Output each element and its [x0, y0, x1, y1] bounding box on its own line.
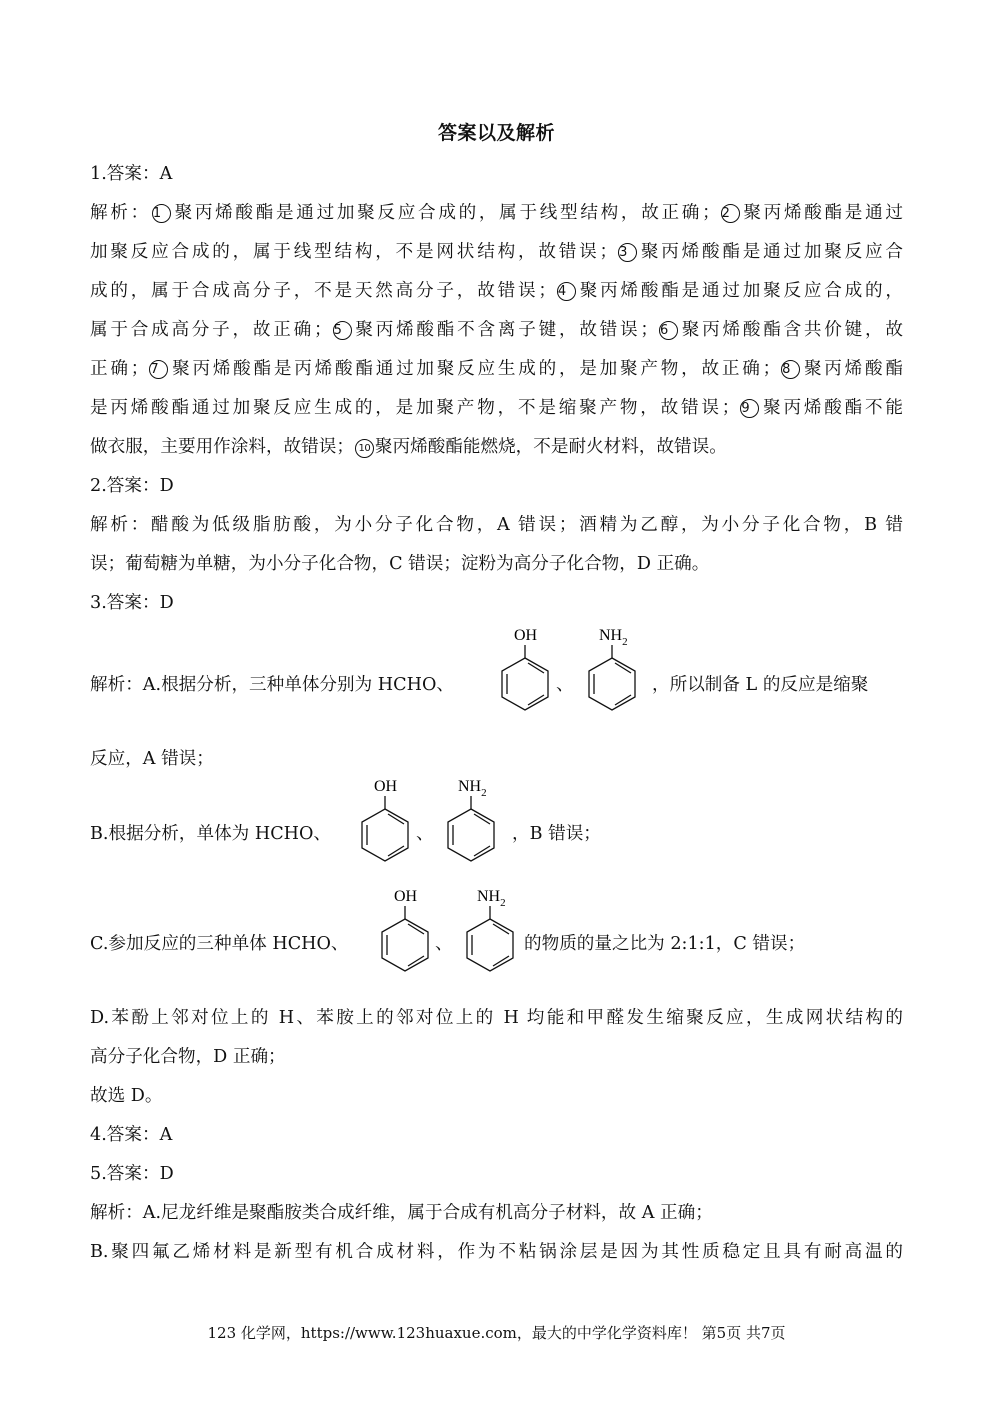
q1-explanation-line: 加聚反应合成的，属于线型结构，不是网状结构，故错误； 3 聚丙烯酸酯是通过加聚反应合	[90, 242, 903, 262]
q1-explanation-line: 属于合成高分子，故正确； 5 聚丙烯酸酯不含离子键，故错误； 6 聚丙烯酸酯含共价键，故	[90, 320, 903, 340]
q1-explanation-line: 成的，属于合成高分子，不是天然高分子，故错误； 4 聚丙烯酸酯是通过加聚反应合成的，	[90, 281, 903, 301]
q3-answer: 3.答案：D	[90, 593, 174, 613]
q3-option-c-text: C.参加反应的三种单体 HCHO、	[90, 934, 349, 954]
circled-number-6: 6	[659, 321, 678, 340]
q1-answer: 1.答案：A	[90, 164, 173, 184]
circled-number-7: 7	[149, 360, 168, 379]
answer-content	[90, 155, 903, 1272]
q4-answer: 4.答案：A	[90, 1125, 173, 1145]
phenol-structure	[492, 623, 556, 713]
circled-number-8: 8	[781, 360, 800, 379]
nh2-label: $NH_2$	[599, 627, 628, 648]
q3-separator: 、	[416, 824, 434, 844]
q3-option-c-row	[90, 889, 903, 999]
circled-number-2: 2	[721, 204, 740, 223]
phenol-structure	[352, 774, 416, 864]
q1-explanation-line: 是丙烯酸酯通过加聚反应生成的，是加聚产物，不是缩聚产物，故错误； 9 聚丙烯酸酯不能	[90, 398, 903, 418]
q3-option-a-text-end: ，所以制备 L 的反应是缩聚	[652, 675, 869, 695]
page-title: 答案以及解析	[437, 122, 555, 144]
circled-number-5: 5	[333, 321, 352, 340]
circled-number-1: 1	[152, 204, 171, 223]
oh-label: OH	[514, 627, 538, 644]
q3-option-a-end: 反应，A 错误；	[90, 749, 214, 769]
q1-explanation-line: 正确； 7 聚丙烯酸酯是丙烯酸酯通过加聚反应生成的，是加聚产物，故正确； 8 聚丙烯酸酯	[90, 359, 903, 379]
oh-label: OH	[394, 888, 418, 905]
page-footer: 123 化学网，https://www.123huaxue.com，最大的中学化学资料库！ 第5页 共7页	[207, 1324, 786, 1342]
nh2-label: $NH_2$	[458, 778, 487, 799]
circled-number-10: 10	[355, 439, 374, 458]
circled-number-9: 9	[740, 399, 759, 418]
q3-option-a-text: 解析：A.根据分析，三种单体分别为 HCHO、	[90, 675, 454, 695]
q1-explanation-line: 做衣服，主要用作涂料，故错误； 10 聚丙烯酸酯能燃烧，不是耐火材料，故错误。	[90, 437, 727, 457]
q3-option-b-text: B.根据分析，单体为 HCHO、	[90, 824, 332, 844]
phenol-structure	[372, 884, 436, 974]
circled-number-4: 4	[557, 282, 576, 301]
q1-explanation-line: 解析： 1 聚丙烯酸酯是通过加聚反应合成的，属于线型结构，故正确； 2 聚丙烯酸酯是通过	[90, 203, 903, 223]
aniline-structure	[457, 884, 521, 974]
q2-explanation-line: 误；葡萄糖为单糖，为小分子化合物，C 错误；淀粉为高分子化合物，D 正确。	[90, 554, 710, 574]
nh2-label: $NH_2$	[477, 888, 506, 909]
q3-option-b-row	[90, 779, 903, 889]
aniline-structure	[579, 623, 643, 713]
aniline-structure	[438, 774, 502, 864]
q3-option-d-line: D.苯酚上邻对位上的 H、苯胺上的邻对位上的 H 均能和甲醛发生缩聚反应，生成网状结构的	[90, 1008, 903, 1028]
q5-explanation-line: B.聚四氟乙烯材料是新型有机合成材料，作为不粘锅涂层是因为其性质稳定且具有耐高温的	[90, 1242, 903, 1262]
q2-answer: 2.答案：D	[90, 476, 174, 496]
q3-option-d-line: 高分子化合物，D 正确；	[90, 1047, 286, 1067]
q2-explanation-line: 解析：醋酸为低级脂肪酸，为小分子化合物，A 错误；酒精为乙醇，为小分子化合物，B 错	[90, 515, 903, 535]
q5-answer: 5.答案：D	[90, 1164, 174, 1184]
q5-explanation-line: 解析：A.尼龙纤维是聚酯胺类合成纤维，属于合成有机高分子材料，故 A 正确；	[90, 1203, 713, 1223]
q3-conclusion: 故选 D。	[90, 1086, 163, 1106]
q3-option-a-row	[90, 623, 903, 740]
q3-separator: 、	[435, 934, 453, 954]
q3-option-b-text-end: ，B 错误；	[512, 824, 601, 844]
q3-separator: 、	[556, 675, 574, 695]
oh-label: OH	[374, 778, 398, 795]
circled-number-3: 3	[618, 243, 637, 262]
q3-option-c-text-end: 的物质的量之比为 2:1:1，C 错误；	[524, 934, 806, 954]
